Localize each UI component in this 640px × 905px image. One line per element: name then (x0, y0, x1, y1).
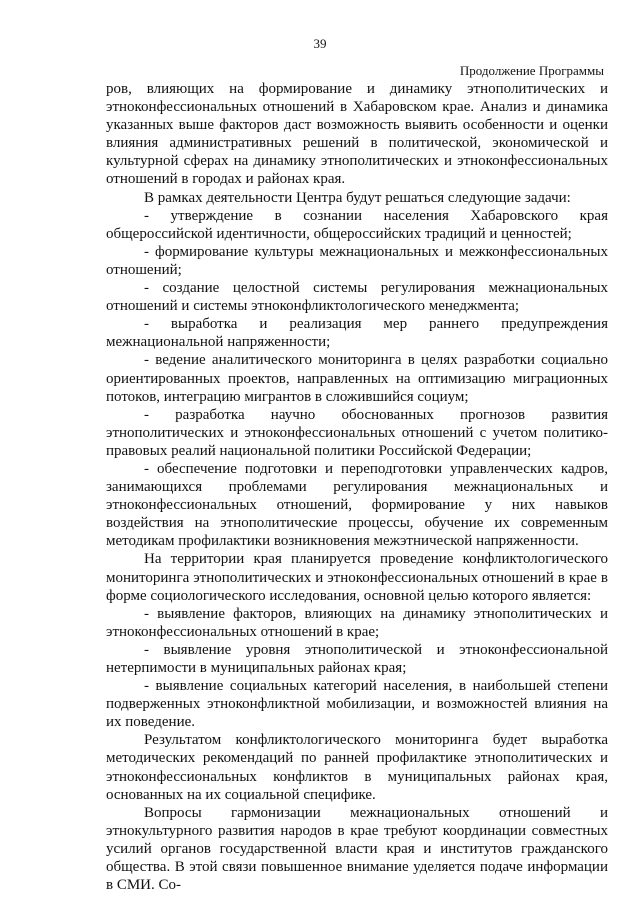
list-item: - выработка и реализация мер раннего предупреждения межнациональной напряженности; (106, 316, 608, 351)
paragraph: На территории края планируется проведение конфликтологического мониторинга этнополитических и этноконфессиональных отношений в крае в форме социологического исследования, основной целью которого является: (106, 551, 608, 604)
list-item: - ведение аналитического мониторинга в целях разработки социально ориентированных проектов, направленных на оптимизацию миграционных потоков, интеграцию мигрантов в сложившийся социум; (106, 352, 608, 405)
list-item: - выявление уровня этнополитической и этноконфессиональной нетерпимости в муниципальных районах края; (106, 641, 608, 676)
list-item: - выявление социальных категорий населения, в наибольшей степени подверженных этноконфликтной мобилизации, и возможностей влияния на их поведение. (106, 678, 608, 731)
list-item: - утверждение в сознании населения Хабаровского края общероссийской идентичности, общероссийских традиций и ценностей; (106, 207, 608, 242)
paragraph: ров, влияющих на формирование и динамику этнополитических и этноконфессиональных отношений в Хабаровском крае. Анализ и динамика указанных выше факторов даст возможность выявить особенности и оценки влияния административных решений в политической, экономической и культурной сферах на динамику этнополитических и этноконфессиональных отношений в городах и районах края. (106, 81, 608, 188)
list-item: - формирование культуры межнациональных и межконфессиональных отношений; (106, 243, 608, 278)
paragraph: Результатом конфликтологического мониторинга будет выработка методических рекомендаций по ранней профилактике этнополитических и этноконфессиональных конфликтов в муниципальных районах края, основанных на их социальной специфике. (106, 732, 608, 803)
list-item: - создание целостной системы регулирования межнациональных отношений и системы этноконфликтологического менеджмента; (106, 280, 608, 315)
page-number: 39 (313, 36, 327, 51)
list-item: - выявление факторов, влияющих на динамику этнополитических и этноконфессиональных отношений в крае; (106, 605, 608, 640)
list-item: - разработка научно обоснованных прогнозов развития этнополитических и этноконфессиональных отношений с учетом политико-правовых реалий национальной политики Российской Федерации; (106, 406, 608, 459)
continuation-label: Продолжение Программы (459, 63, 604, 78)
paragraph: В рамках деятельности Центра будут решаться следующие задачи: (144, 189, 571, 206)
paragraph: Вопросы гармонизации межнациональных отношений и этнокультурного развития народов в крае требуют координации совместных усилий органов государственной власти края и институтов гражданского общества. В этой связи повышенное внимание уделяется подаче информации в СМИ. Со- (106, 804, 608, 894)
list-item: - обеспечение подготовки и переподготовки управленческих кадров, занимающихся проблемами регулирования межнациональных и этноконфессиональных отношений, формирование у них навыков воздействия на этнополитические процессы, обучение их современным методикам профилактики возникновения межэтнической напряженности. (106, 460, 608, 550)
document-body (106, 80, 608, 894)
